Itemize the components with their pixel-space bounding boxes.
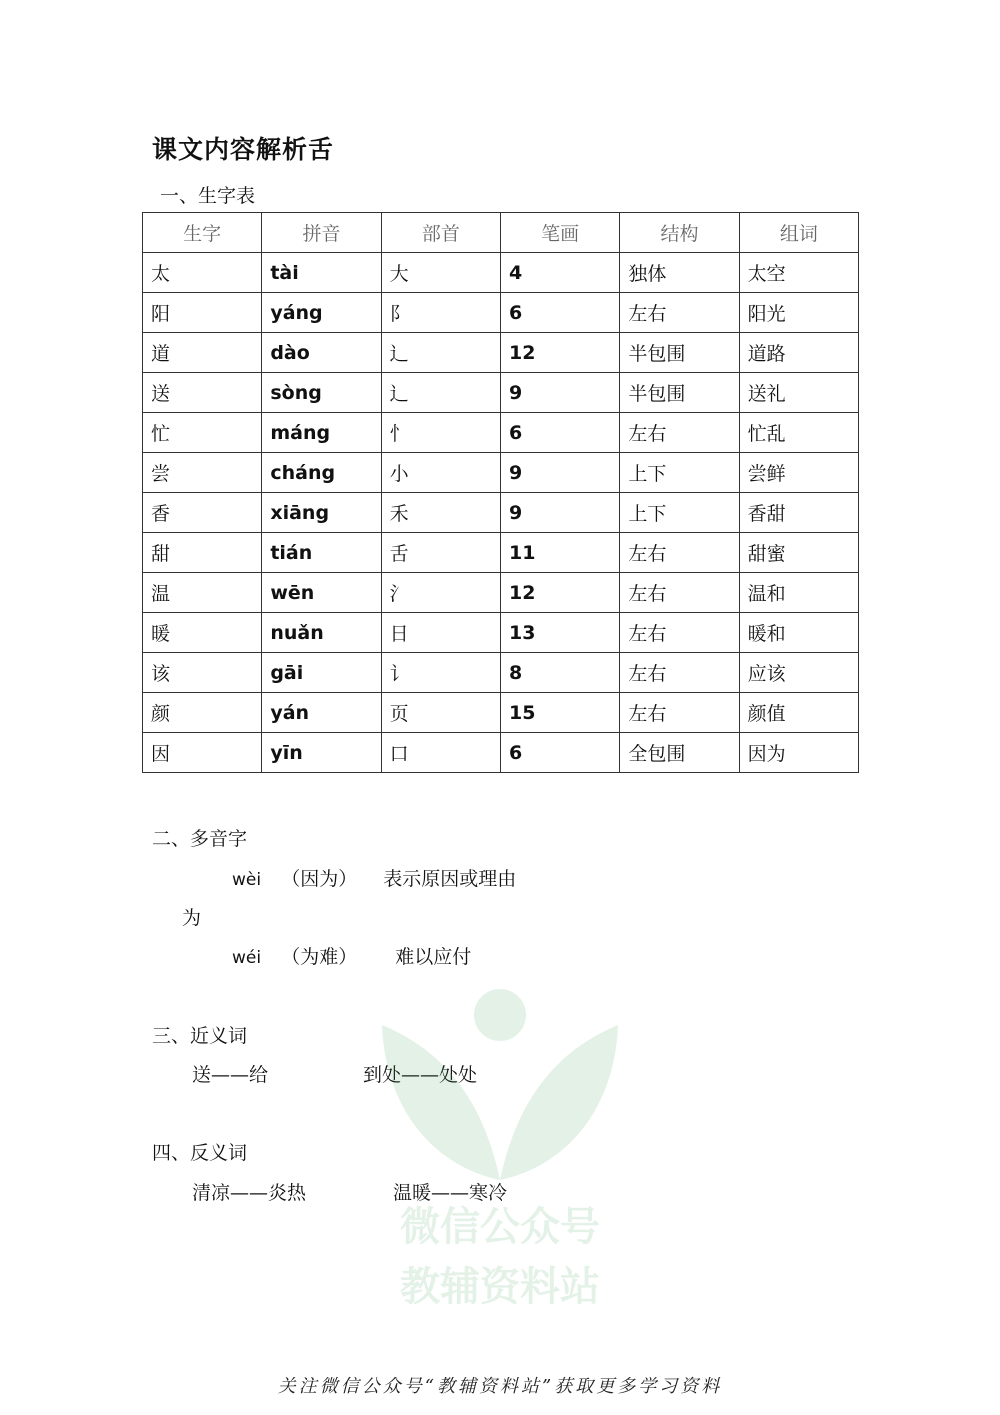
polyphone-character: 为	[182, 907, 202, 929]
section-heading-polyphone: 二、多音字	[152, 828, 248, 850]
cell-strokes: 12	[500, 333, 619, 373]
table-row	[143, 453, 859, 493]
cell-strokes: 6	[500, 413, 619, 453]
cell-character: 因	[143, 733, 262, 773]
cell-radical: 舌	[381, 533, 500, 573]
cell-structure: 全包围	[620, 733, 739, 773]
cell-character: 阳	[143, 293, 262, 333]
cell-radical: 小	[381, 453, 500, 493]
cell-radical: 日	[381, 613, 500, 653]
reading-1-meaning: 表示原因或理由	[383, 868, 517, 890]
cell-strokes: 15	[500, 693, 619, 733]
cell-word: 应该	[739, 653, 858, 693]
table-row	[143, 293, 859, 333]
cell-pinyin: sòng	[262, 373, 381, 413]
cell-word: 忙乱	[739, 413, 858, 453]
cell-strokes: 13	[500, 613, 619, 653]
cell-word: 颜值	[739, 693, 858, 733]
reading-2-pinyin: wéi	[232, 948, 262, 968]
synonym-pair-2: 到处——处处	[363, 1064, 478, 1086]
cell-pinyin: xiāng	[262, 493, 381, 533]
header-character: 生字	[143, 213, 262, 253]
cell-pinyin: tián	[262, 533, 381, 573]
cell-structure: 左右	[620, 613, 739, 653]
header-pinyin: 拼音	[262, 213, 381, 253]
cell-character: 太	[143, 253, 262, 293]
cell-pinyin: yáng	[262, 293, 381, 333]
table-header-row	[143, 213, 859, 253]
cell-radical: 大	[381, 253, 500, 293]
cell-word: 暖和	[739, 613, 858, 653]
header-word: 组词	[739, 213, 858, 253]
cell-word: 道路	[739, 333, 858, 373]
footer-note: 关注微信公众号“教辅资料站”获取更多学习资料	[277, 1376, 723, 1397]
table-row	[143, 333, 859, 373]
watermark-line-2: 教辅资料站	[400, 1264, 600, 1310]
cell-radical: 口	[381, 733, 500, 773]
cell-structure: 上下	[620, 453, 739, 493]
cell-structure: 左右	[620, 573, 739, 613]
cell-word: 香甜	[739, 493, 858, 533]
cell-pinyin: dào	[262, 333, 381, 373]
section-heading-synonyms: 三、近义词	[152, 1025, 248, 1047]
cell-character: 送	[143, 373, 262, 413]
header-radical: 部首	[381, 213, 500, 253]
table-row	[143, 613, 859, 653]
cell-character: 香	[143, 493, 262, 533]
cell-character: 颜	[143, 693, 262, 733]
cell-word: 送礼	[739, 373, 858, 413]
cell-pinyin: gāi	[262, 653, 381, 693]
table-row	[143, 413, 859, 453]
cell-word: 太空	[739, 253, 858, 293]
cell-radical: 讠	[381, 653, 500, 693]
antonym-pair-2: 温暖——寒冷	[393, 1182, 508, 1204]
cell-character: 暖	[143, 613, 262, 653]
cell-character: 甜	[143, 533, 262, 573]
header-structure: 结构	[620, 213, 739, 253]
cell-strokes: 9	[500, 493, 619, 533]
cell-pinyin: tài	[262, 253, 381, 293]
cell-radical: 页	[381, 693, 500, 733]
cell-character: 温	[143, 573, 262, 613]
cell-radical: 禾	[381, 493, 500, 533]
cell-word: 阳光	[739, 293, 858, 333]
cell-character: 该	[143, 653, 262, 693]
cell-structure: 左右	[620, 653, 739, 693]
table-row	[143, 653, 859, 693]
table-row	[143, 373, 859, 413]
cell-character: 道	[143, 333, 262, 373]
watermark-line-1: 微信公众号	[400, 1204, 600, 1250]
table-row	[143, 253, 859, 293]
cell-strokes: 4	[500, 253, 619, 293]
cell-radical: 忄	[381, 413, 500, 453]
table-row	[143, 573, 859, 613]
reading-2-meaning: 难以应付	[395, 946, 472, 968]
cell-word: 因为	[739, 733, 858, 773]
cell-strokes: 9	[500, 453, 619, 493]
antonym-pair-1: 清凉——炎热	[192, 1182, 307, 1204]
table-row	[143, 733, 859, 773]
cell-word: 甜蜜	[739, 533, 858, 573]
cell-radical: 辶	[381, 333, 500, 373]
page-title: 课文内容解析舌	[152, 135, 335, 164]
table-row	[143, 693, 859, 733]
polyphone-reading-1	[232, 864, 516, 891]
cell-strokes: 6	[500, 733, 619, 773]
cell-character: 忙	[143, 413, 262, 453]
cell-strokes: 9	[500, 373, 619, 413]
cell-strokes: 12	[500, 573, 619, 613]
cell-radical: 氵	[381, 573, 500, 613]
cell-radical: 辶	[381, 373, 500, 413]
reading-1-word: （因为）	[281, 868, 358, 890]
section-heading-antonyms: 四、反义词	[152, 1142, 248, 1164]
cell-structure: 左右	[620, 533, 739, 573]
cell-radical: 阝	[381, 293, 500, 333]
table-row	[143, 533, 859, 573]
reading-1-pinyin: wèi	[232, 870, 262, 890]
cell-structure: 左右	[620, 413, 739, 453]
cell-structure: 左右	[620, 293, 739, 333]
reading-2-word: （为难）	[281, 946, 358, 968]
cell-structure: 半包围	[620, 333, 739, 373]
table-row	[143, 493, 859, 533]
cell-structure: 半包围	[620, 373, 739, 413]
header-strokes: 笔画	[500, 213, 619, 253]
watermark	[370, 985, 630, 1315]
cell-strokes: 11	[500, 533, 619, 573]
cell-word: 尝鲜	[739, 453, 858, 493]
section-heading-vocabulary: 一、生字表	[160, 185, 256, 207]
table-body	[143, 253, 859, 773]
cell-structure: 独体	[620, 253, 739, 293]
cell-strokes: 8	[500, 653, 619, 693]
cell-structure: 上下	[620, 493, 739, 533]
cell-strokes: 6	[500, 293, 619, 333]
cell-pinyin: wēn	[262, 573, 381, 613]
cell-pinyin: yán	[262, 693, 381, 733]
cell-word: 温和	[739, 573, 858, 613]
polyphone-reading-2	[232, 942, 471, 969]
cell-pinyin: yīn	[262, 733, 381, 773]
cell-pinyin: cháng	[262, 453, 381, 493]
cell-character: 尝	[143, 453, 262, 493]
cell-structure: 左右	[620, 693, 739, 733]
synonym-pair-1: 送——给	[192, 1064, 269, 1086]
cell-pinyin: nuǎn	[262, 613, 381, 653]
cell-pinyin: máng	[262, 413, 381, 453]
vocabulary-table	[142, 212, 859, 773]
